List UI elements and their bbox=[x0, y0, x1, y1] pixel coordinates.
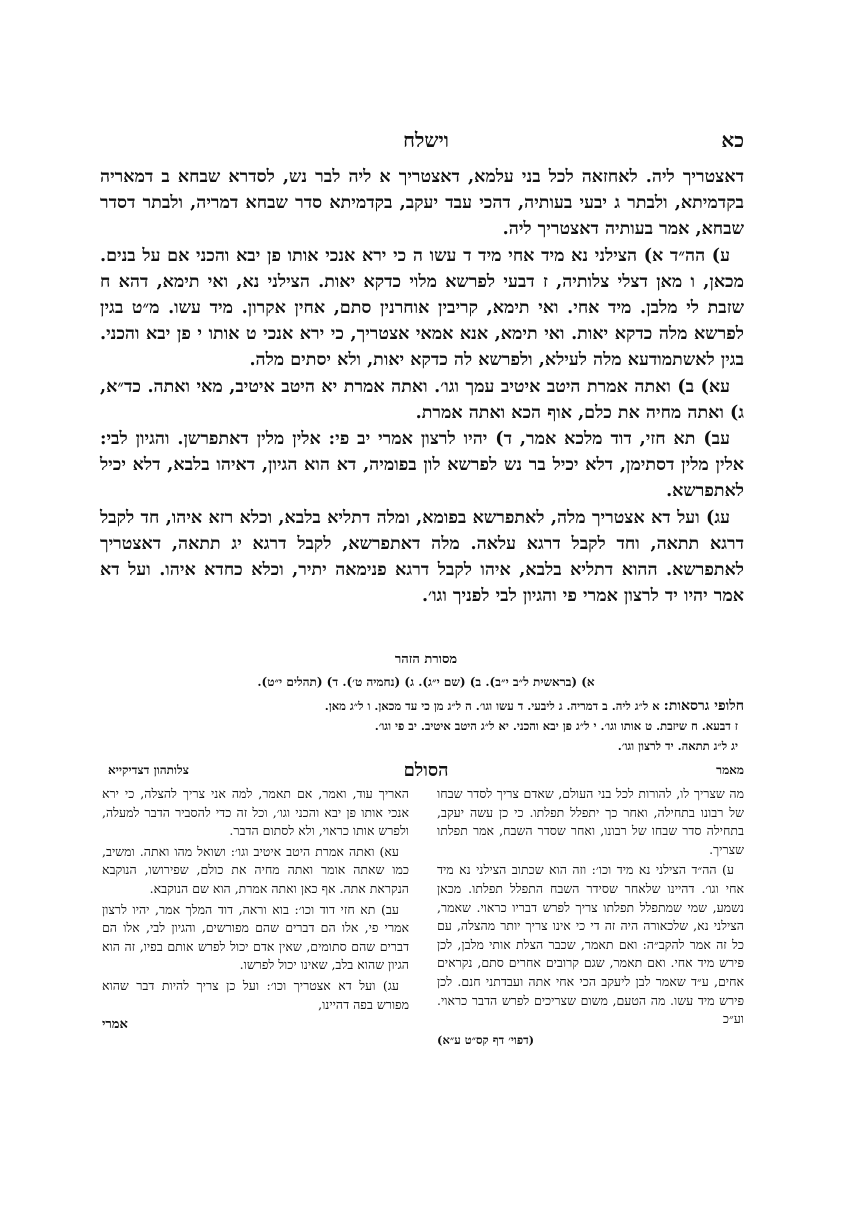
commentary-paragraph: עב) תא חזי דוד וכו׳: בוא וראה, דוד המלך אמר, יהיו לרצון אמרי פי, אלו הם דברים שהם מפורשים, והגיון לבי, אלו הם דברים שהם סתומים, שאין אדם יכול לפרש אותם בפיו, זה הוא הגיון שהוא בלב, שאינו יכול לפרשו. bbox=[102, 901, 409, 973]
zohar-main-text bbox=[100, 164, 744, 609]
sources-references: א) (בראשית ל״ב י״ב). ב) (שם י״ג). ג) (נחמיה ט׳). ד) (תהלים י״ט). bbox=[257, 675, 595, 689]
running-title: וישלח bbox=[403, 128, 449, 152]
variant-readings bbox=[100, 696, 744, 756]
catchword: אמרי bbox=[102, 1017, 128, 1033]
sulam-header-title: הסולם bbox=[403, 760, 449, 781]
commentary-paragraph: מה שצריך לו, להורות לכל בני העולם, שאדם צריך לסדר שבחו של רבונו בתחילה, ואחר כך יתפלל תפלתו. כי כן עשה יעקב, בתחילה סדר שבחו של רבונו, ואחר שסדר השבח, אמר תפלתו שצריך. bbox=[437, 786, 744, 857]
sulam-header-right: מאמר bbox=[716, 763, 744, 777]
variants-line bbox=[100, 696, 744, 716]
commentary-column-right bbox=[437, 785, 744, 1049]
commentary-paragraph: ע) הה״ד הצילני נא מיד וכו׳: וזה הוא שכתוב הצילני נא מיד אחי וגו׳. דהיינו שלאחר שסידר השבח התפלל תפלתו. מכאן נשמע, שמי שמתפלל תפלתו צריך לפרש דבריו כראוי. שאמר, הצילני נא, שלכאורה היה זה די כי אינו צריך יותר מהצלה, עם כל זה אמר להקב״ה: ואם תאמר, שכבר הצלת אותי מלבן, לכן פירש מיד אחי. ואם תאמר, שגם קרובים אחרים סתם, נקראים אחים, ע״ד שאמר לבן ליעקב הכי אחי אתה ועבדתני חנם. לכן פירש מיד עשו. מה הטעם, משום שצריכים לפרש הדבר כראוי. וע״כ bbox=[437, 862, 744, 1027]
main-paragraph: ע) הה״ד א) הצילני נא מיד אחי מיד ד עשו ה כי ירא אנכי אותו פן יבא והכני אם על בנים. מכאן, ו מאן דצלי צלותיה, ז דבעי לפרשא מלוי כדקא יאות. הצילני נא, ואי תימא, דהא ח שזבת לי מלבן. מיד אחי. ואי תימא, קריבין אוחרנין סתם, אחין אקרון. מיד עשו. מ״ט בגין לפרשא מלה כדקא יאות. ואי תימא, אנא אמאי אצטריך, כי ירא אנכי ט אותו י פן יבא והכני. בגין לאשתמודעא מלה לעילא, ולפרשא לה כדקא יאות, ולא יסתים מלה. bbox=[100, 245, 744, 371]
variants-line: יג ל״ג תתאה. יד לרצון וגו׳. bbox=[617, 739, 738, 753]
folio-reference: (דפוי׳ דף קס״ט ע״א) bbox=[437, 1032, 535, 1047]
variants-line: ז דבעא. ח שיזבת. ט אותו וגו׳. י ל״ג פן יבא והכני. יא ל״ג היטב איטיב. יב פי וגו׳. bbox=[374, 719, 738, 733]
commentary-paragraph: האריך עוד, ואמר, אם תאמר, למה אני צריך להצלה, כי ירא אנכי אותו פן יבא והכני וגו׳, וכל זה כדי להסביר הדבר למעלה, ולפרש אותו כראוי, ולא לסתום הדבר. bbox=[102, 786, 409, 839]
variants-label: חלופי גרסאות: bbox=[663, 698, 744, 714]
sulam-header bbox=[108, 760, 744, 780]
commentary-column-left bbox=[102, 785, 409, 1035]
page-number: כא bbox=[721, 128, 744, 152]
main-paragraph: דאצטריך ליה. לאחזאה לכל בני עלמא, דאצטריך א ליה לבר נש, לסדרא שבחא ב דמאריה בקדמיתא, ולבתר ג יבעי בעותיה, דהכי עבד יעקב, בקדמיתא סדר שבחא דמריה, ולבתר דסדר שבחא, אמר בעותיה דאצטריך ליה. bbox=[100, 167, 744, 240]
main-paragraph: עא) ב) ואתה אמרת היטב איטיב עמך וגו׳. ואתה אמרת יא היטב איטיב, מאי ואתה. כד״א, ג) ואתה מחיה את כלם, אוף הכא ואתה אמרת. bbox=[100, 376, 744, 423]
main-paragraph: עג) ועל דא אצטריך מלה, לאתפרשא בפומא, ומלה דתליא בלבא, וכלא רזא איהו, חד לקבל דרגא תתאה, וחד לקבל דרגא עלאה. מלה דאתפרשא, לקבל דרגא יג תתאה, דאצטריך לאתפרשא. ההוא דתליא בלבא, איהו לקבל דרגא פנימאה יתיר, וכלא כחדא איהו. ועל דא אמר יהיו יד לרצון אמרי פי והגיון לבי לפניך וגו׳. bbox=[100, 507, 744, 607]
variants-text: א ל״ג ליה. ב דמריה. ג ליבעי. ד עשו וגו׳. ה ל״ג מן כי עד מכאן. ו ל״ג מאן. bbox=[324, 699, 660, 713]
commentary-paragraph: עא) ואתה אמרת היטב איטיב וגו׳: ושואל מהו ואתה. ומשיב, כמו שאתה אומר ואתה מחיה את כולם, שפירושו, הנוקבא הנקראת אתה. אף כאן ואתה אמרת, הוא שם הנוקבא. bbox=[102, 843, 409, 896]
sources-heading: מסורת הזהר bbox=[394, 652, 458, 667]
page-header bbox=[108, 128, 744, 158]
commentary-paragraph: עג) ועל דא אצטריך וכו׳: ועל כן צריך להיות דבר שהוא מפורש בפה דהיינו, bbox=[102, 977, 409, 1012]
sulam-header-left: צלותהון דצדיקייא bbox=[108, 763, 189, 777]
main-paragraph: עב) תא חזי, דוד מלכא אמר, ד) יהיו לרצון אמרי יב פי: אלין מלין דאתפרשן. והגיון לבי: אלין מלין דסתימן, דלא יכיל בר נש לפרשא לון בפומיה, דא הוא הגיון, דאיהו בלבא, דלא יכיל לאתפרשא. bbox=[100, 429, 744, 502]
sulam-commentary bbox=[102, 785, 744, 1115]
